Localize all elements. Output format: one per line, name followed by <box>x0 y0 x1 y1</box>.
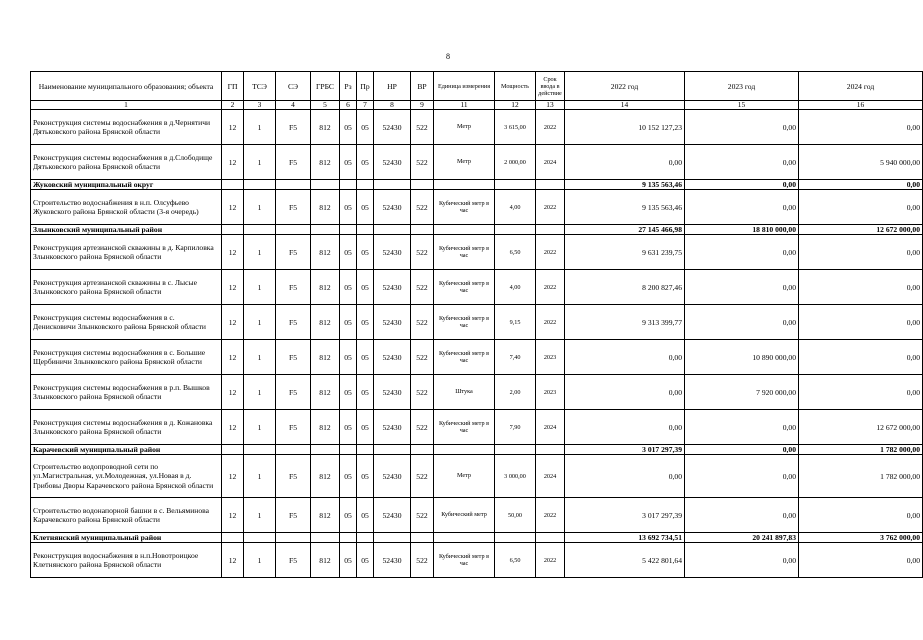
cell-2023: 0,00 <box>685 410 799 445</box>
cell-power: 7,90 <box>495 410 536 445</box>
section-name: Жуковский муниципальный округ <box>31 180 222 190</box>
cell-2023: 0,00 <box>685 543 799 578</box>
cell-tse: 1 <box>244 455 276 498</box>
section-cell-grbs <box>311 533 340 543</box>
cell-tse: 1 <box>244 145 276 180</box>
cell-pr: 05 <box>357 270 374 305</box>
section-cell-pr <box>357 533 374 543</box>
cell-pr: 05 <box>357 410 374 445</box>
header-2024: 2024 год <box>799 72 923 101</box>
cell-tse: 1 <box>244 235 276 270</box>
column-number: 5 <box>311 101 340 110</box>
cell-grbs: 812 <box>311 305 340 340</box>
cell-power: 2 000,00 <box>495 145 536 180</box>
section-cell-rz <box>340 533 357 543</box>
cell-2022: 10 152 127,23 <box>565 110 685 145</box>
cell-vr: 522 <box>411 270 434 305</box>
section-cell-2022: 9 135 563,46 <box>565 180 685 190</box>
section-cell-vr <box>411 445 434 455</box>
section-row <box>31 180 923 190</box>
cell-pr: 05 <box>357 375 374 410</box>
cell-power: 3 615,00 <box>495 110 536 145</box>
cell-2022: 3 017 297,39 <box>565 498 685 533</box>
cell-se: F5 <box>276 305 311 340</box>
cell-unit: Метр <box>434 110 495 145</box>
cell-se: F5 <box>276 455 311 498</box>
cell-nr: 52430 <box>374 235 411 270</box>
cell-tse: 1 <box>244 110 276 145</box>
header-power: Мощность <box>495 72 536 101</box>
section-cell-term <box>536 225 565 235</box>
cell-pr: 05 <box>357 543 374 578</box>
section-cell-tse <box>244 445 276 455</box>
table-row <box>31 110 923 145</box>
cell-rz: 05 <box>340 455 357 498</box>
object-name: Реконструкция системы водоснабжения в д.Чернятичи Дятьковского района Брянской области <box>31 110 222 145</box>
cell-power: 9,15 <box>495 305 536 340</box>
section-cell-vr <box>411 180 434 190</box>
section-cell-2024: 12 672 000,00 <box>799 225 923 235</box>
object-name: Реконструкция системы водоснабжения в р.п. Вышков Злынковского района Брянской области <box>31 375 222 410</box>
cell-term: 2024 <box>536 145 565 180</box>
column-number: 16 <box>799 101 923 110</box>
cell-power: 3 000,00 <box>495 455 536 498</box>
section-cell-se <box>276 225 311 235</box>
cell-unit: Кубический метр в час <box>434 543 495 578</box>
column-number: 2 <box>222 101 244 110</box>
object-name: Реконструкция артезианской скважины в д. Карпиловка Злынковского района Брянской области <box>31 235 222 270</box>
cell-rz: 05 <box>340 498 357 533</box>
cell-unit: Кубический метр в час <box>434 410 495 445</box>
header-vr: ВР <box>411 72 434 101</box>
cell-vr: 522 <box>411 543 434 578</box>
section-cell-nr <box>374 533 411 543</box>
cell-nr: 52430 <box>374 145 411 180</box>
section-cell-term <box>536 180 565 190</box>
cell-gp: 12 <box>222 410 244 445</box>
cell-power: 4,00 <box>495 270 536 305</box>
cell-grbs: 812 <box>311 190 340 225</box>
cell-2024: 0,00 <box>799 235 923 270</box>
cell-2022: 9 313 399,77 <box>565 305 685 340</box>
section-row <box>31 225 923 235</box>
column-number: 6 <box>340 101 357 110</box>
cell-se: F5 <box>276 110 311 145</box>
object-name: Реконструкция системы водоснабжения в с. Денисковичи Злынковского района Брянской области <box>31 305 222 340</box>
section-cell-pr <box>357 180 374 190</box>
table-row <box>31 455 923 498</box>
object-name: Строительство водопроводной сети по ул.Магистральная, ул.Молодежная, ул.Новая в д. Грибовы Дворы Карачевского района Брянской области <box>31 455 222 498</box>
section-cell-tse <box>244 225 276 235</box>
cell-vr: 522 <box>411 410 434 445</box>
column-number: 15 <box>685 101 799 110</box>
cell-rz: 05 <box>340 235 357 270</box>
cell-grbs: 812 <box>311 375 340 410</box>
cell-se: F5 <box>276 543 311 578</box>
cell-se: F5 <box>276 270 311 305</box>
object-name: Реконструкция водоснабжения в н.п.Новотроицкое Клетнянского района Брянской области <box>31 543 222 578</box>
cell-term: 2023 <box>536 340 565 375</box>
cell-2023: 0,00 <box>685 270 799 305</box>
cell-pr: 05 <box>357 110 374 145</box>
cell-pr: 05 <box>357 340 374 375</box>
cell-rz: 05 <box>340 145 357 180</box>
cell-2022: 9 135 563,46 <box>565 190 685 225</box>
cell-power: 7,40 <box>495 340 536 375</box>
header-nr: НР <box>374 72 411 101</box>
cell-power: 6,50 <box>495 235 536 270</box>
cell-tse: 1 <box>244 190 276 225</box>
column-number: 3 <box>244 101 276 110</box>
section-name: Карачевский муниципальный район <box>31 445 222 455</box>
table-body <box>31 110 923 578</box>
cell-grbs: 812 <box>311 455 340 498</box>
section-cell-unit <box>434 225 495 235</box>
cell-vr: 522 <box>411 498 434 533</box>
table-row <box>31 498 923 533</box>
cell-rz: 05 <box>340 110 357 145</box>
section-cell-nr <box>374 445 411 455</box>
cell-unit: Кубический метр в час <box>434 190 495 225</box>
cell-2024: 0,00 <box>799 375 923 410</box>
cell-grbs: 812 <box>311 410 340 445</box>
cell-vr: 522 <box>411 375 434 410</box>
cell-power: 4,00 <box>495 190 536 225</box>
cell-vr: 522 <box>411 235 434 270</box>
section-cell-2024: 0,00 <box>799 180 923 190</box>
section-cell-pr <box>357 445 374 455</box>
section-cell-pr <box>357 225 374 235</box>
cell-se: F5 <box>276 235 311 270</box>
cell-se: F5 <box>276 190 311 225</box>
cell-gp: 12 <box>222 305 244 340</box>
section-cell-2024: 1 782 000,00 <box>799 445 923 455</box>
section-cell-rz <box>340 180 357 190</box>
section-cell-se <box>276 445 311 455</box>
section-cell-gp <box>222 225 244 235</box>
section-row <box>31 533 923 543</box>
header-name: Наименование муниципального образования; объекта <box>31 72 222 101</box>
cell-2023: 0,00 <box>685 235 799 270</box>
cell-unit: Кубический метр в час <box>434 340 495 375</box>
table-row <box>31 543 923 578</box>
cell-grbs: 812 <box>311 145 340 180</box>
cell-gp: 12 <box>222 498 244 533</box>
cell-nr: 52430 <box>374 190 411 225</box>
cell-gp: 12 <box>222 455 244 498</box>
cell-gp: 12 <box>222 145 244 180</box>
section-cell-vr <box>411 225 434 235</box>
cell-gp: 12 <box>222 110 244 145</box>
object-name: Строительство водоснабжения в н.п. Олсуфьево Жуковского района Брянской области (3-я очередь) <box>31 190 222 225</box>
cell-rz: 05 <box>340 340 357 375</box>
section-name: Клетнянский муниципальный район <box>31 533 222 543</box>
cell-rz: 05 <box>340 543 357 578</box>
table-row <box>31 410 923 445</box>
cell-2022: 0,00 <box>565 340 685 375</box>
cell-term: 2022 <box>536 543 565 578</box>
table-header-row <box>31 72 923 101</box>
cell-2023: 10 890 000,00 <box>685 340 799 375</box>
page-number: 8 <box>446 52 450 61</box>
cell-tse: 1 <box>244 340 276 375</box>
cell-se: F5 <box>276 498 311 533</box>
column-number: 9 <box>411 101 434 110</box>
cell-unit: Кубический метр <box>434 498 495 533</box>
cell-2022: 5 422 801,64 <box>565 543 685 578</box>
cell-gp: 12 <box>222 340 244 375</box>
section-cell-gp <box>222 533 244 543</box>
cell-2023: 0,00 <box>685 110 799 145</box>
header-grbs: ГРБС <box>311 72 340 101</box>
cell-unit: Кубический метр в час <box>434 270 495 305</box>
table-row <box>31 190 923 225</box>
header-2023: 2023 год <box>685 72 799 101</box>
section-name: Злынковский муниципальный район <box>31 225 222 235</box>
cell-pr: 05 <box>357 305 374 340</box>
cell-gp: 12 <box>222 543 244 578</box>
cell-power: 2,00 <box>495 375 536 410</box>
table-row <box>31 145 923 180</box>
object-name: Строительство водонапорной башни в с. Вельяминова Карачевского района Брянской области <box>31 498 222 533</box>
column-number: 7 <box>357 101 374 110</box>
cell-tse: 1 <box>244 305 276 340</box>
cell-nr: 52430 <box>374 110 411 145</box>
table-row <box>31 340 923 375</box>
header-pr: Пр <box>357 72 374 101</box>
object-name: Реконструкция системы водоснабжения в д.Слободище Дятьковского района Брянской области <box>31 145 222 180</box>
cell-2024: 5 940 000,00 <box>799 145 923 180</box>
column-number: 14 <box>565 101 685 110</box>
cell-se: F5 <box>276 410 311 445</box>
section-cell-nr <box>374 180 411 190</box>
cell-gp: 12 <box>222 270 244 305</box>
budget-table <box>30 71 923 578</box>
cell-2022: 0,00 <box>565 145 685 180</box>
section-cell-nr <box>374 225 411 235</box>
cell-2024: 0,00 <box>799 305 923 340</box>
cell-nr: 52430 <box>374 340 411 375</box>
cell-nr: 52430 <box>374 375 411 410</box>
cell-grbs: 812 <box>311 498 340 533</box>
cell-2024: 0,00 <box>799 190 923 225</box>
cell-term: 2024 <box>536 410 565 445</box>
section-cell-grbs <box>311 180 340 190</box>
cell-nr: 52430 <box>374 410 411 445</box>
column-number: 1 <box>31 101 222 110</box>
section-cell-tse <box>244 180 276 190</box>
cell-rz: 05 <box>340 375 357 410</box>
section-cell-unit <box>434 533 495 543</box>
cell-se: F5 <box>276 340 311 375</box>
cell-pr: 05 <box>357 235 374 270</box>
section-cell-rz <box>340 225 357 235</box>
section-cell-2023: 0,00 <box>685 180 799 190</box>
column-number: 11 <box>434 101 495 110</box>
section-cell-rz <box>340 445 357 455</box>
cell-pr: 05 <box>357 145 374 180</box>
cell-2024: 0,00 <box>799 498 923 533</box>
cell-gp: 12 <box>222 235 244 270</box>
section-cell-2022: 13 692 734,51 <box>565 533 685 543</box>
cell-2022: 8 200 827,46 <box>565 270 685 305</box>
column-number: 8 <box>374 101 411 110</box>
section-cell-se <box>276 533 311 543</box>
cell-2023: 0,00 <box>685 305 799 340</box>
cell-2024: 0,00 <box>799 270 923 305</box>
cell-2022: 0,00 <box>565 375 685 410</box>
cell-power: 50,00 <box>495 498 536 533</box>
cell-grbs: 812 <box>311 235 340 270</box>
cell-rz: 05 <box>340 410 357 445</box>
cell-rz: 05 <box>340 190 357 225</box>
cell-term: 2022 <box>536 305 565 340</box>
cell-unit: Метр <box>434 145 495 180</box>
cell-2023: 0,00 <box>685 498 799 533</box>
cell-2022: 0,00 <box>565 410 685 445</box>
header-tse: ТСЭ <box>244 72 276 101</box>
cell-vr: 522 <box>411 190 434 225</box>
cell-2022: 9 631 239,75 <box>565 235 685 270</box>
column-number: 13 <box>536 101 565 110</box>
cell-tse: 1 <box>244 410 276 445</box>
section-cell-2023: 18 810 000,00 <box>685 225 799 235</box>
object-name: Реконструкция системы водоснабжения в с. Большие Щербиничи Злынковского района Брянской области <box>31 340 222 375</box>
cell-se: F5 <box>276 145 311 180</box>
section-cell-2024: 3 762 000,00 <box>799 533 923 543</box>
cell-term: 2022 <box>536 270 565 305</box>
cell-pr: 05 <box>357 190 374 225</box>
cell-term: 2022 <box>536 110 565 145</box>
cell-grbs: 812 <box>311 340 340 375</box>
cell-term: 2023 <box>536 375 565 410</box>
section-cell-tse <box>244 533 276 543</box>
header-2022: 2022 год <box>565 72 685 101</box>
section-cell-grbs <box>311 225 340 235</box>
cell-unit: Метр <box>434 455 495 498</box>
cell-gp: 12 <box>222 375 244 410</box>
section-cell-term <box>536 533 565 543</box>
cell-nr: 52430 <box>374 498 411 533</box>
cell-nr: 52430 <box>374 543 411 578</box>
cell-vr: 522 <box>411 110 434 145</box>
cell-vr: 522 <box>411 455 434 498</box>
section-cell-2022: 3 017 297,39 <box>565 445 685 455</box>
cell-term: 2022 <box>536 190 565 225</box>
header-unit: Единица измерения <box>434 72 495 101</box>
section-cell-unit <box>434 445 495 455</box>
header-term: Срок ввода в действие <box>536 72 565 101</box>
section-cell-2023: 0,00 <box>685 445 799 455</box>
cell-vr: 522 <box>411 340 434 375</box>
cell-nr: 52430 <box>374 270 411 305</box>
cell-gp: 12 <box>222 190 244 225</box>
section-cell-2022: 27 145 466,98 <box>565 225 685 235</box>
section-cell-gp <box>222 445 244 455</box>
cell-grbs: 812 <box>311 110 340 145</box>
cell-unit: Штука <box>434 375 495 410</box>
section-row <box>31 445 923 455</box>
section-cell-gp <box>222 180 244 190</box>
section-cell-power <box>495 533 536 543</box>
object-name: Реконструкция артезианской скважины в с. Лысые Злынковского района Брянской области <box>31 270 222 305</box>
section-cell-vr <box>411 533 434 543</box>
cell-term: 2024 <box>536 455 565 498</box>
cell-se: F5 <box>276 375 311 410</box>
cell-2023: 7 920 000,00 <box>685 375 799 410</box>
column-number-row <box>31 101 923 110</box>
cell-2024: 0,00 <box>799 543 923 578</box>
cell-vr: 522 <box>411 305 434 340</box>
section-cell-power <box>495 225 536 235</box>
column-number: 12 <box>495 101 536 110</box>
cell-vr: 522 <box>411 145 434 180</box>
cell-2023: 0,00 <box>685 190 799 225</box>
table-row <box>31 375 923 410</box>
cell-grbs: 812 <box>311 543 340 578</box>
cell-power: 6,50 <box>495 543 536 578</box>
cell-2022: 0,00 <box>565 455 685 498</box>
cell-tse: 1 <box>244 498 276 533</box>
table-row <box>31 305 923 340</box>
cell-nr: 52430 <box>374 455 411 498</box>
section-cell-term <box>536 445 565 455</box>
section-cell-2023: 20 241 897,83 <box>685 533 799 543</box>
cell-rz: 05 <box>340 270 357 305</box>
cell-tse: 1 <box>244 543 276 578</box>
object-name: Реконструкция системы водоснабжения в д. Кожановка Злынковского района Брянской области <box>31 410 222 445</box>
cell-grbs: 812 <box>311 270 340 305</box>
section-cell-power <box>495 180 536 190</box>
cell-2023: 0,00 <box>685 455 799 498</box>
header-se: СЭ <box>276 72 311 101</box>
cell-unit: Кубический метр в час <box>434 235 495 270</box>
section-cell-unit <box>434 180 495 190</box>
section-cell-grbs <box>311 445 340 455</box>
cell-term: 2022 <box>536 498 565 533</box>
cell-tse: 1 <box>244 270 276 305</box>
cell-nr: 52430 <box>374 305 411 340</box>
cell-term: 2022 <box>536 235 565 270</box>
cell-pr: 05 <box>357 498 374 533</box>
cell-2024: 1 782 000,00 <box>799 455 923 498</box>
section-cell-se <box>276 180 311 190</box>
cell-2024: 0,00 <box>799 110 923 145</box>
cell-unit: Кубический метр в час <box>434 305 495 340</box>
cell-pr: 05 <box>357 455 374 498</box>
cell-2024: 12 672 000,00 <box>799 410 923 445</box>
table-row <box>31 270 923 305</box>
cell-rz: 05 <box>340 305 357 340</box>
cell-tse: 1 <box>244 375 276 410</box>
header-gp: ГП <box>222 72 244 101</box>
cell-2024: 0,00 <box>799 340 923 375</box>
section-cell-power <box>495 445 536 455</box>
column-number: 4 <box>276 101 311 110</box>
header-rz: Рз <box>340 72 357 101</box>
cell-2023: 0,00 <box>685 145 799 180</box>
table-row <box>31 235 923 270</box>
